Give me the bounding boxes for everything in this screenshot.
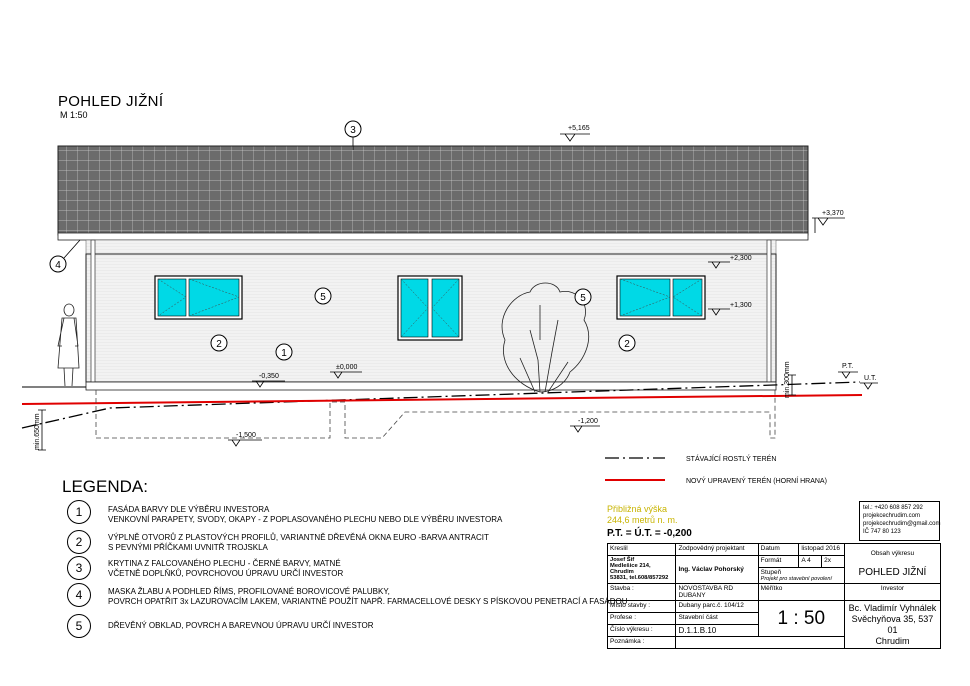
legend-item-4: MASKA ŽLABU A PODHLED ŘÍMS, PROFILOVANÉ BOROVICOVÉ PALUBKY, POVRCH OPATŘIT 3x LAZUROVACÍM LAKEM, VARIANTNĚ POUŽÍT NAPŘ. FARMACELLOVÉ DESKY S PÍSKOVOU PENETRACÍ A FASÁDOU [108,587,628,606]
investor-label: Investor [844,584,940,601]
page-scale: M 1:50 [60,110,88,120]
stavba-value: NOVOSTAVBA RD DUBANY [676,584,758,601]
level-floor: ±0,000 [336,364,358,371]
title-block [607,543,941,649]
callout-5b: 5 [580,293,586,304]
stupen-cell: Stupeň Projekt pro stavební povolení [758,568,844,584]
page-title: POHLED JIŽNÍ [58,93,164,110]
kreslil-label: Kreslil [608,544,676,556]
investor-cell: Bc. Vladimír Vyhnálek Svěchyňova 35, 537 01 Chrudim [844,601,940,649]
legend-new-label: NOVÝ UPRAVENÝ TERÉN (HORNÍ HRANA) [686,478,827,485]
level-ridge: +5,165 [568,125,590,132]
datum-label: Datum [758,544,799,556]
cislo-value: D.1.1.B.10 [676,625,758,637]
zodpovedny-value: Ing. Václav Pohorský [676,556,758,584]
company-contact-box: tel.: +420 608 857 292 projekcechrudim.com projekcechrudim@gmail.com IČ 747 80 123 [859,501,940,541]
level-window-top: +2,300 [730,255,752,262]
legend-num-2: 2 [67,530,91,554]
window-right [617,276,705,319]
kreslil-value: Josef Šif Medlešice 214, Chrudim 53831, tel.608/857292 [608,556,676,584]
legend-existing-label: STÁVAJÍCÍ ROSTLÝ TERÉN [686,456,777,463]
window-left [155,276,242,319]
legend-num-1: 1 [67,500,91,524]
profese-label: Profese : [608,613,676,625]
legend-item-1: FASÁDA BARVY DLE VÝBĚRU INVESTORA VENKOVNÍ PARAPETY, SVODY, OKAPY - Z POPLASOVANÉHO PLECHU NEBO DLE VÝBĚRU INVESTORA [108,505,503,524]
format-mult: 2x [822,556,845,568]
callout-5a: 5 [320,292,326,303]
legend-num-4: 4 [67,583,91,607]
new-terrain [22,395,862,404]
poznamka-label: Poznámka : [608,637,676,649]
callout-2b: 2 [624,339,630,350]
legend-item-5: DŘEVĚNÝ OBKLAD, POVRCH A BAREVNOU ÚPRAVU URČÍ INVESTOR [108,621,374,630]
misto-value: Dubany parc.č. 104/12 [676,601,758,613]
legend-num-5: 5 [67,614,91,638]
stavba-label: Stavba : [608,584,676,601]
callout-2a: 2 [216,339,222,350]
dim-min-plinth: min.300mm [784,361,791,398]
window-center [398,276,462,340]
downpipe-right [767,240,771,382]
roof [58,146,808,235]
misto-label: Místo stavby : [608,601,676,613]
format-label: Formát [758,556,799,568]
datum-value: listopad 2016 [799,544,845,556]
approx-height: Přibližná výška 244,6 metrů n. m. [607,504,678,525]
downpipe-left [91,240,95,382]
level-footing-left: -1,500 [236,432,256,439]
meritko-value: 1 : 50 [758,601,844,637]
zodpovedny-label: Zodpovědný projektant [676,544,758,556]
callout-4: 4 [55,260,61,271]
poznamka-value [676,637,844,649]
dim-min-depth: min.650mm [34,413,41,450]
legend-title: LEGENDA: [62,477,148,496]
profese-value: Stavební část [676,613,758,625]
level-window-sill: +1,300 [730,302,752,309]
meritko-label: Měřítko [758,584,844,601]
roof-eave-edge [58,233,808,240]
pt-equation: P.T. = Ú.T. = -0,200 [607,528,692,539]
level-terrain-left: -0,350 [259,373,279,380]
legend-item-3: KRYTINA Z FALCOVANÉHO PLECHU - ČERNÉ BARVY, MATNÉ VČETNĚ DOPLŇKŮ, POVRCHOVOU ÚPRAVU URČÍ INVESTOR [108,559,344,578]
label-pt: P.T. [842,363,854,370]
format-value: A 4 [799,556,822,568]
soffit-cladding [86,240,776,254]
callout-3: 3 [350,125,356,136]
human-figure [58,304,79,386]
legend-num-3: 3 [67,556,91,580]
obsah-cell: Obsah výkresu POHLED JIŽNÍ [844,544,940,584]
cislo-label: Číslo výkresu : [608,625,676,637]
level-eave: +3,370 [822,210,844,217]
callout-1: 1 [281,348,287,359]
legend-item-2: VÝPLNĚ OTVORŮ Z PLASTOVÝCH PROFILŮ, VARIANTNĚ DŘEVĚNÁ OKNA EURO -BARVA ANTRACIT S PEVNÝMI PŘÍČKAMI UVNITŘ TROJSKLA [108,533,489,552]
level-footing-right: -1,200 [578,418,598,425]
label-ut: U.T. [864,375,877,382]
